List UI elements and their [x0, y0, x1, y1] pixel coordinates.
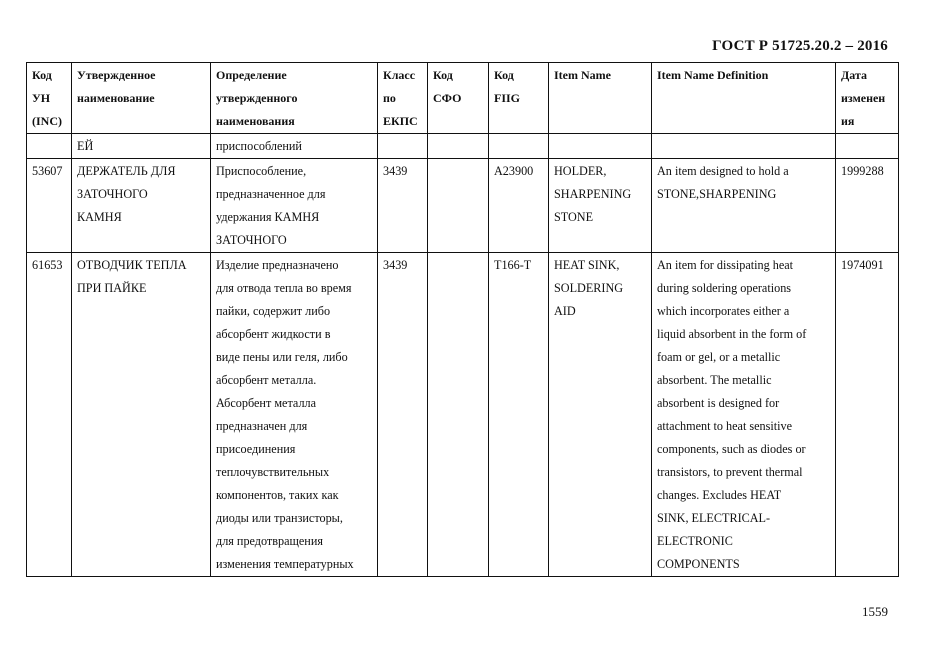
- cell-item-definition: An item designed to hold a STONE,SHARPENING: [652, 159, 836, 253]
- col-header-class: Класс по ЕКПС: [378, 63, 428, 134]
- cell-approved-name: ДЕРЖАТЕЛЬ ДЛЯ ЗАТОЧНОГО КАМНЯ: [72, 159, 211, 253]
- col-header-date: Дата изменен ия: [836, 63, 899, 134]
- table-row: [27, 253, 899, 577]
- cell-definition: Изделие предназначено для отвода тепла во время пайки, содержит либо абсорбент жидкости в виде пены или геля, либо абсорбент металла. Абсорбент металла предназначен для присоединения теплочувствительных компонентов, таких как диоды или транзисторы, для предотвращения изменения температурных: [211, 253, 378, 577]
- cell-item-name: [549, 134, 652, 159]
- cell-definition: Приспособление, предназначенное для удержания КАМНЯ ЗАТОЧНОГО: [211, 159, 378, 253]
- cell-inc: 53607: [27, 159, 72, 253]
- col-header-definition: Определение утвержденного наименования: [211, 63, 378, 134]
- cell-approved-name: ЕЙ: [72, 134, 211, 159]
- cell-inc: 61653: [27, 253, 72, 577]
- cell-sfo: [428, 253, 489, 577]
- cell-date: 1974091: [836, 253, 899, 577]
- document-header: ГОСТ Р 51725.20.2 – 2016: [712, 38, 888, 54]
- col-header-inc: Код УН (INC): [27, 63, 72, 134]
- table-row: [27, 159, 899, 253]
- cell-item-definition: [652, 134, 836, 159]
- cell-sfo: [428, 134, 489, 159]
- cell-fiig: A23900: [489, 159, 549, 253]
- col-header-item-definition: Item Name Definition: [652, 63, 836, 134]
- col-header-fiig: Код FIIG: [489, 63, 549, 134]
- cell-fiig: T166-T: [489, 253, 549, 577]
- cell-item-name: HOLDER, SHARPENING STONE: [549, 159, 652, 253]
- col-header-item-name: Item Name: [549, 63, 652, 134]
- cell-item-definition: An item for dissipating heat during soldering operations which incorporates either a liquid absorbent in the form of foam or gel, or a metallic absorbent. The metallic absorbent is designed for attachment to heat sensitive components, such as diodes or transistors, to prevent thermal changes. Excludes HEAT SINK, ELECTRICAL- ELECTRONIC COMPONENTS: [652, 253, 836, 577]
- cell-item-name: HEAT SINK, SOLDERING AID: [549, 253, 652, 577]
- cell-class: 3439: [378, 159, 428, 253]
- cell-date: 1999288: [836, 159, 899, 253]
- cell-fiig: [489, 134, 549, 159]
- col-header-approved-name: Утвержденное наименование: [72, 63, 211, 134]
- cell-class: 3439: [378, 253, 428, 577]
- cell-inc: [27, 134, 72, 159]
- page-number: 1559: [862, 604, 888, 619]
- cell-date: [836, 134, 899, 159]
- cell-class: [378, 134, 428, 159]
- cell-approved-name: ОТВОДЧИК ТЕПЛА ПРИ ПАЙКЕ: [72, 253, 211, 577]
- col-header-sfo: Код СФО: [428, 63, 489, 134]
- classifier-table: [26, 62, 899, 577]
- table-header-row: [27, 63, 899, 134]
- cell-definition: приспособлений: [211, 134, 378, 159]
- table-row: [27, 134, 899, 159]
- cell-sfo: [428, 159, 489, 253]
